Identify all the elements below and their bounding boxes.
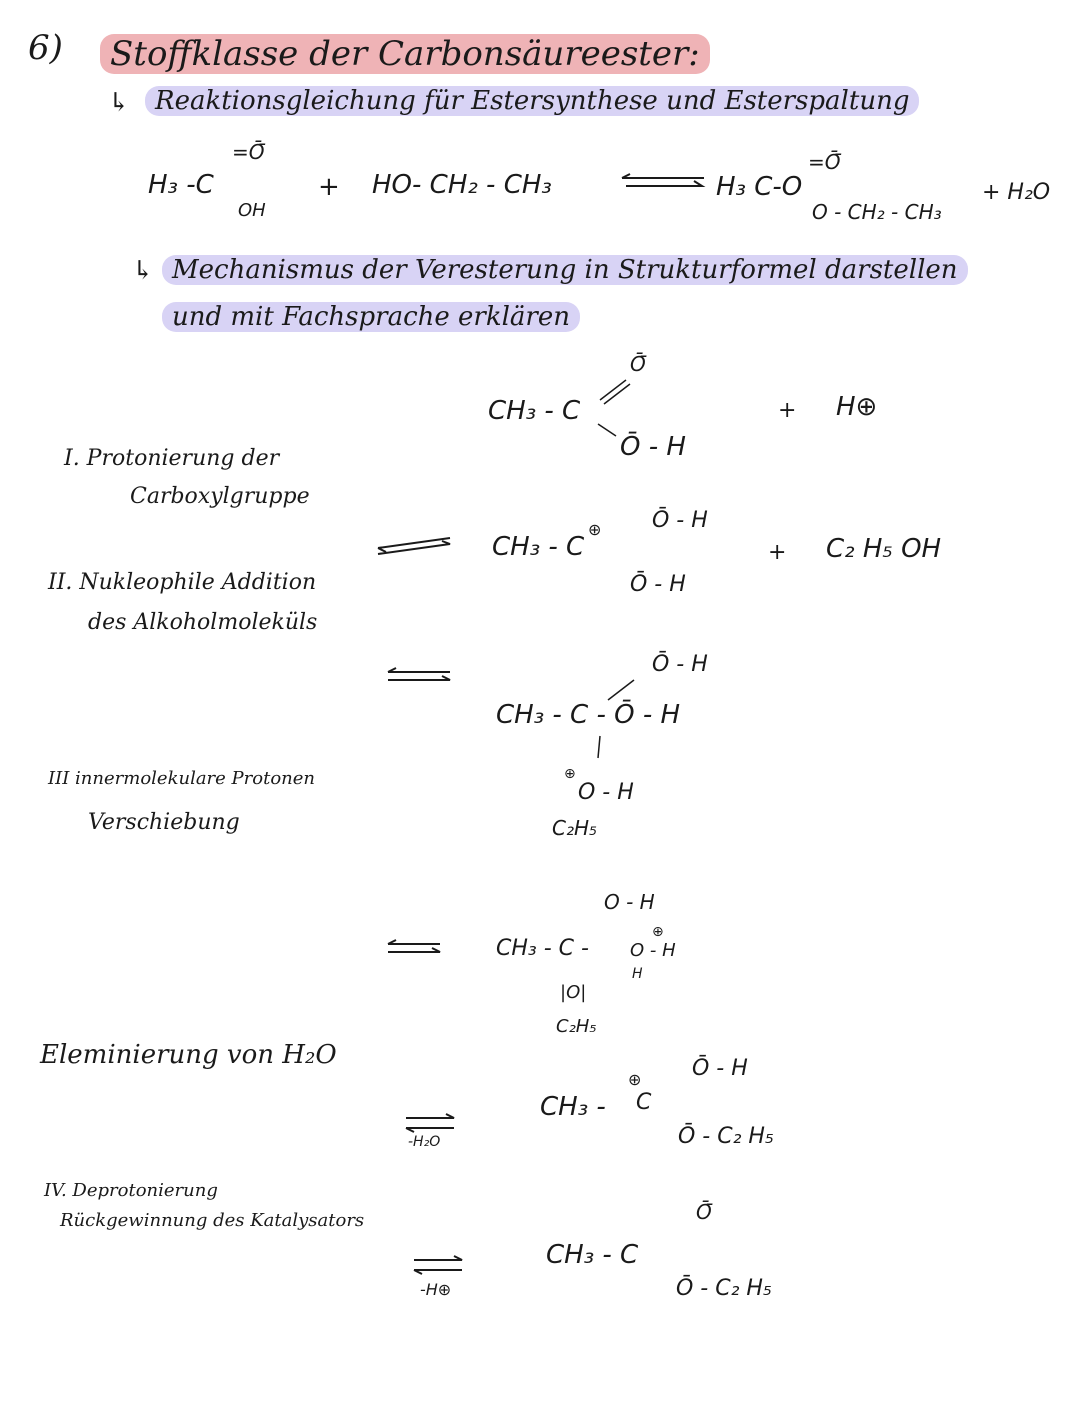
equation-plus: + (318, 172, 340, 202)
step-4-label-line1: IV. Deprotonierung (44, 1180, 218, 1201)
sub-arrow-1: ↳ (108, 88, 130, 118)
m2-charge: ⊕ (588, 520, 602, 539)
equilibrium-arrow-3 (384, 938, 444, 958)
m6-ethoxy: Ō - C₂ H₅ (676, 1276, 772, 1301)
step-4-label-line2: Rückgewinnung des Katalysators (60, 1210, 365, 1231)
m3-charge: ⊕ (564, 766, 576, 782)
m1-bonds (592, 372, 642, 446)
ester-formula: H₃ C-O (716, 172, 803, 202)
alcohol-formula: HO- CH₂ - CH₃ (372, 170, 552, 200)
m1-main: CH₃ - C (488, 396, 581, 426)
sub-arrow-2: ↳ (132, 256, 154, 286)
m2-main: CH₃ - C (492, 532, 585, 562)
acid-carbonyl-o: =Ō̄ (232, 140, 265, 164)
m3-main: CH₃ - C - Ō - H (496, 700, 681, 730)
m5-charge: ⊕ (628, 1070, 642, 1089)
m4-charge: ⊕ (652, 924, 664, 940)
water-product: + H₂O (982, 180, 1051, 205)
equilibrium-arrow-1 (374, 534, 454, 556)
step-2-label-line2: des Alkoholmoleküls (88, 610, 318, 635)
m6-carbonyl-o: Ō̄ (696, 1200, 712, 1224)
section-number: 6) (28, 28, 63, 68)
ester-carbonyl-o: =Ō̄ (808, 150, 841, 174)
step-2-label-line1: II. Nukleophile Addition (48, 570, 317, 595)
arrow-4-label: -H₂O (408, 1134, 441, 1150)
m4-oh-top: O - H (604, 890, 655, 914)
m2-oh-bottom: Ō - H (630, 572, 686, 597)
subtitle-reaction: Reaktionsgleichung für Estersynthese und Esterspaltung (145, 86, 919, 116)
equilibrium-arrow-4 (402, 1112, 458, 1136)
arrow-5-label: -H⊕ (420, 1280, 452, 1299)
m4-extra-h: H (632, 966, 643, 982)
m4-main: CH₃ - C - (496, 936, 589, 961)
m5-main: CH₃ - (540, 1092, 606, 1122)
step-3-label-line2: Verschiebung (88, 810, 240, 835)
m3-oh-top: Ō - H (652, 652, 708, 677)
step-1-label-line2: Carboxylgruppe (130, 484, 310, 509)
ester-alkoxy: O - CH₂ - CH₃ (812, 200, 942, 224)
equilibrium-arrow-5 (410, 1254, 466, 1278)
m3-o-bottom: O - H (578, 780, 634, 805)
equilibrium-arrow-main (618, 172, 708, 192)
m1-hydroxyl: Ō - H (620, 432, 686, 462)
subtitle-mechanism-2: und mit Fachsprache erklären (162, 302, 580, 332)
m2-ethanol: C₂ H₅ OH (826, 534, 942, 564)
acid-formula: H₃ -C (148, 170, 214, 200)
step-elimination-label: Eleminierung von H₂O (40, 1040, 337, 1070)
step-1-label-line1: I. Protonierung der (64, 446, 280, 471)
m5-ethoxy: Ō - C₂ H₅ (678, 1124, 774, 1149)
equilibrium-arrow-2 (384, 666, 454, 686)
m2-plus: + (768, 540, 787, 565)
subtitle-mechanism-1: Mechanismus der Veresterung in Strukturformel darstellen (162, 255, 968, 285)
m1-carbonyl-o: Ō̄ (630, 352, 646, 376)
m5-carbon: C (636, 1090, 652, 1115)
m4-ethyl: C₂H₅ (556, 1016, 597, 1037)
m1-proton: H⊕ (836, 392, 878, 422)
m5-hydroxyl: Ō - H (692, 1056, 748, 1081)
m6-main: CH₃ - C (546, 1240, 639, 1270)
m4-o-bottom: |O| (560, 982, 587, 1003)
m2-oh-top: Ō - H (652, 508, 708, 533)
m3-bonds (590, 676, 650, 770)
section-title: Stoffklasse der Carbonsäureester: (100, 34, 710, 74)
m4-oh2: O - H (630, 940, 676, 961)
m1-plus: + (778, 398, 797, 423)
m3-ethyl: C₂H₅ (552, 816, 598, 840)
acid-hydroxyl: OH (238, 200, 266, 221)
step-3-label-line1: III innermolekulare Protonen (48, 768, 315, 789)
